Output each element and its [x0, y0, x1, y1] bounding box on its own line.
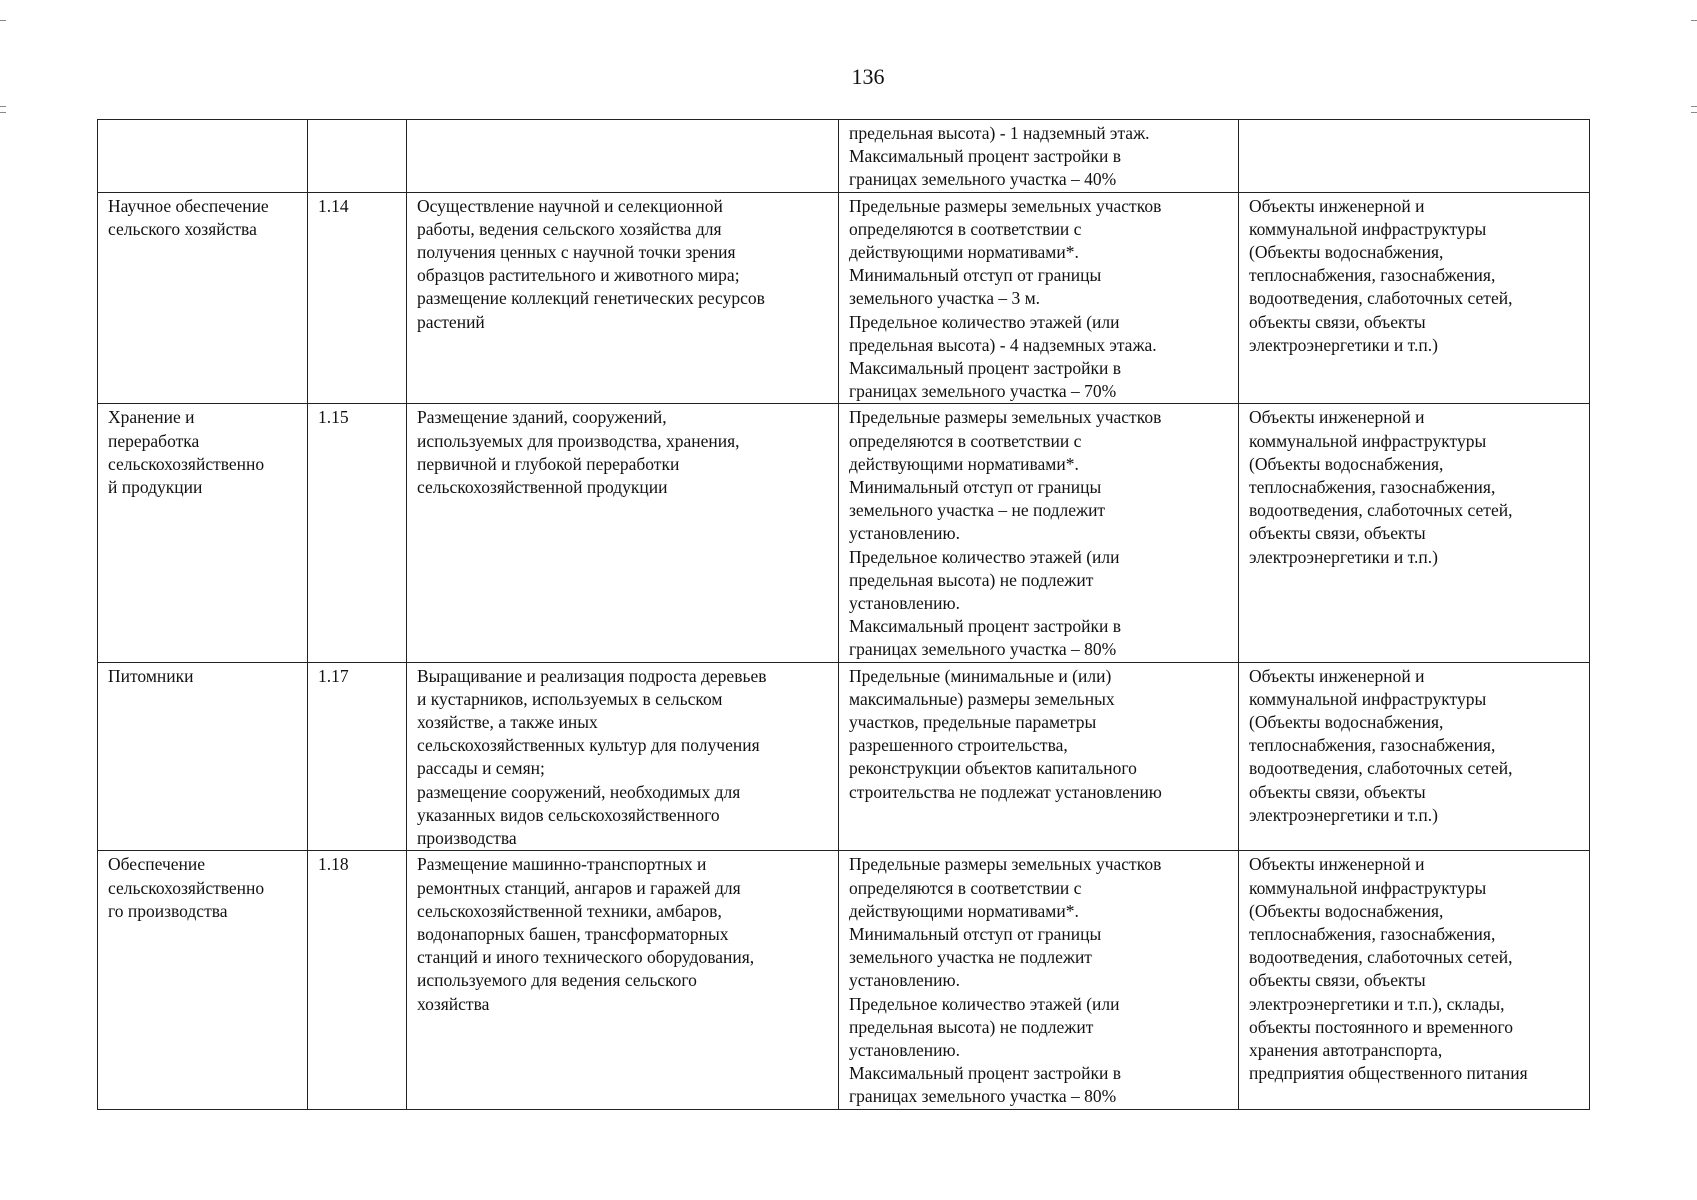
- cell-use-code: 1.14: [308, 192, 407, 404]
- cell-building-parameters: Предельные размеры земельных участков определяются в соответствии с действующими нормативами*. Минимальный отступ от границы земельного участка не подлежит установлению. Предельное количество этажей (или предельная высота) не подлежит установлению. Максимальный процент застройки в границах земельного участка – 80%: [839, 851, 1239, 1109]
- cell-auxiliary-uses: Объекты инженерной и коммунальной инфраструктуры (Объекты водоснабжения, теплоснабжения, газоснабжения, водоотведения, слаботочных сетей, объекты связи, объекты электроэнергетики и т.п.), склады, объекты постоянного и временного хранения автотранспорта, предприятия общественного питания: [1239, 851, 1590, 1109]
- cell-auxiliary-uses: [1239, 120, 1590, 193]
- cell-use-description: Осуществление научной и селекционной работы, ведения сельского хозяйства для получения ценных с научной точки зрения образцов растительного и животного мира; размещение коллекций генетических ресурсов растений: [407, 192, 839, 404]
- table-row: [98, 120, 1590, 193]
- cell-use-description: Выращивание и реализация подроста деревьев и кустарников, используемых в сельском хозяйстве, а также иных сельскохозяйственных культур для получения рассады и семян; размещение сооружений, необходимых для указанных видов сельскохозяйственного производства: [407, 662, 839, 851]
- cell-use-description: Размещение зданий, сооружений, используемых для производства, хранения, первичной и глубокой переработки сельскохозяйственной продукции: [407, 404, 839, 662]
- scan-edge-mark: [1691, 20, 1697, 21]
- cell-use-name: Питомники: [98, 662, 308, 851]
- scan-edge-mark: [1691, 106, 1697, 107]
- scan-edge-mark: [0, 112, 6, 113]
- table-row: [98, 851, 1590, 1109]
- cell-use-name: [98, 120, 308, 193]
- cell-building-parameters: Предельные размеры земельных участков определяются в соответствии с действующими нормативами*. Минимальный отступ от границы земельного участка – не подлежит установлению. Предельное количество этажей (или предельная высота) не подлежит установлению. Максимальный процент застройки в границах земельного участка – 80%: [839, 404, 1239, 662]
- cell-auxiliary-uses: Объекты инженерной и коммунальной инфраструктуры (Объекты водоснабжения, теплоснабжения, газоснабжения, водоотведения, слаботочных сетей, объекты связи, объекты электроэнергетики и т.п.): [1239, 404, 1590, 662]
- cell-use-name: Научное обеспечение сельского хозяйства: [98, 192, 308, 404]
- scan-edge-mark: [0, 20, 6, 21]
- cell-use-code: 1.15: [308, 404, 407, 662]
- cell-use-description: Размещение машинно-транспортных и ремонтных станций, ангаров и гаражей для сельскохозяйственной техники, амбаров, водонапорных башен, трансформаторных станций и иного технического оборудования, используемого для ведения сельского хозяйства: [407, 851, 839, 1109]
- scan-edge-mark: [1691, 112, 1697, 113]
- land-use-table: [97, 119, 1590, 1110]
- cell-auxiliary-uses: Объекты инженерной и коммунальной инфраструктуры (Объекты водоснабжения, теплоснабжения, газоснабжения, водоотведения, слаботочных сетей, объекты связи, объекты электроэнергетики и т.п.): [1239, 192, 1590, 404]
- page-number: 136: [851, 64, 885, 89]
- cell-building-parameters: Предельные (минимальные и (или) максимальные) размеры земельных участков, предельные параметры разрешенного строительства, реконструкции объектов капитального строительства не подлежат установлению: [839, 662, 1239, 851]
- cell-use-name: Обеспечение сельскохозяйственно го производства: [98, 851, 308, 1109]
- cell-use-code: 1.18: [308, 851, 407, 1109]
- cell-use-description: [407, 120, 839, 193]
- cell-use-name: Хранение и переработка сельскохозяйственно й продукции: [98, 404, 308, 662]
- table-row: [98, 192, 1590, 404]
- cell-use-code: 1.17: [308, 662, 407, 851]
- cell-building-parameters: предельная высота) - 1 надземный этаж. Максимальный процент застройки в границах земельного участка – 40%: [839, 120, 1239, 193]
- table-row: [98, 662, 1590, 851]
- cell-building-parameters: Предельные размеры земельных участков определяются в соответствии с действующими нормативами*. Минимальный отступ от границы земельного участка – 3 м. Предельное количество этажей (или предельная высота) - 4 надземных этажа. Максимальный процент застройки в границах земельного участка – 70%: [839, 192, 1239, 404]
- scan-edge-mark: [0, 106, 6, 107]
- table-row: [98, 404, 1590, 662]
- cell-use-code: [308, 120, 407, 193]
- cell-auxiliary-uses: Объекты инженерной и коммунальной инфраструктуры (Объекты водоснабжения, теплоснабжения, газоснабжения, водоотведения, слаботочных сетей, объекты связи, объекты электроэнергетики и т.п.): [1239, 662, 1590, 851]
